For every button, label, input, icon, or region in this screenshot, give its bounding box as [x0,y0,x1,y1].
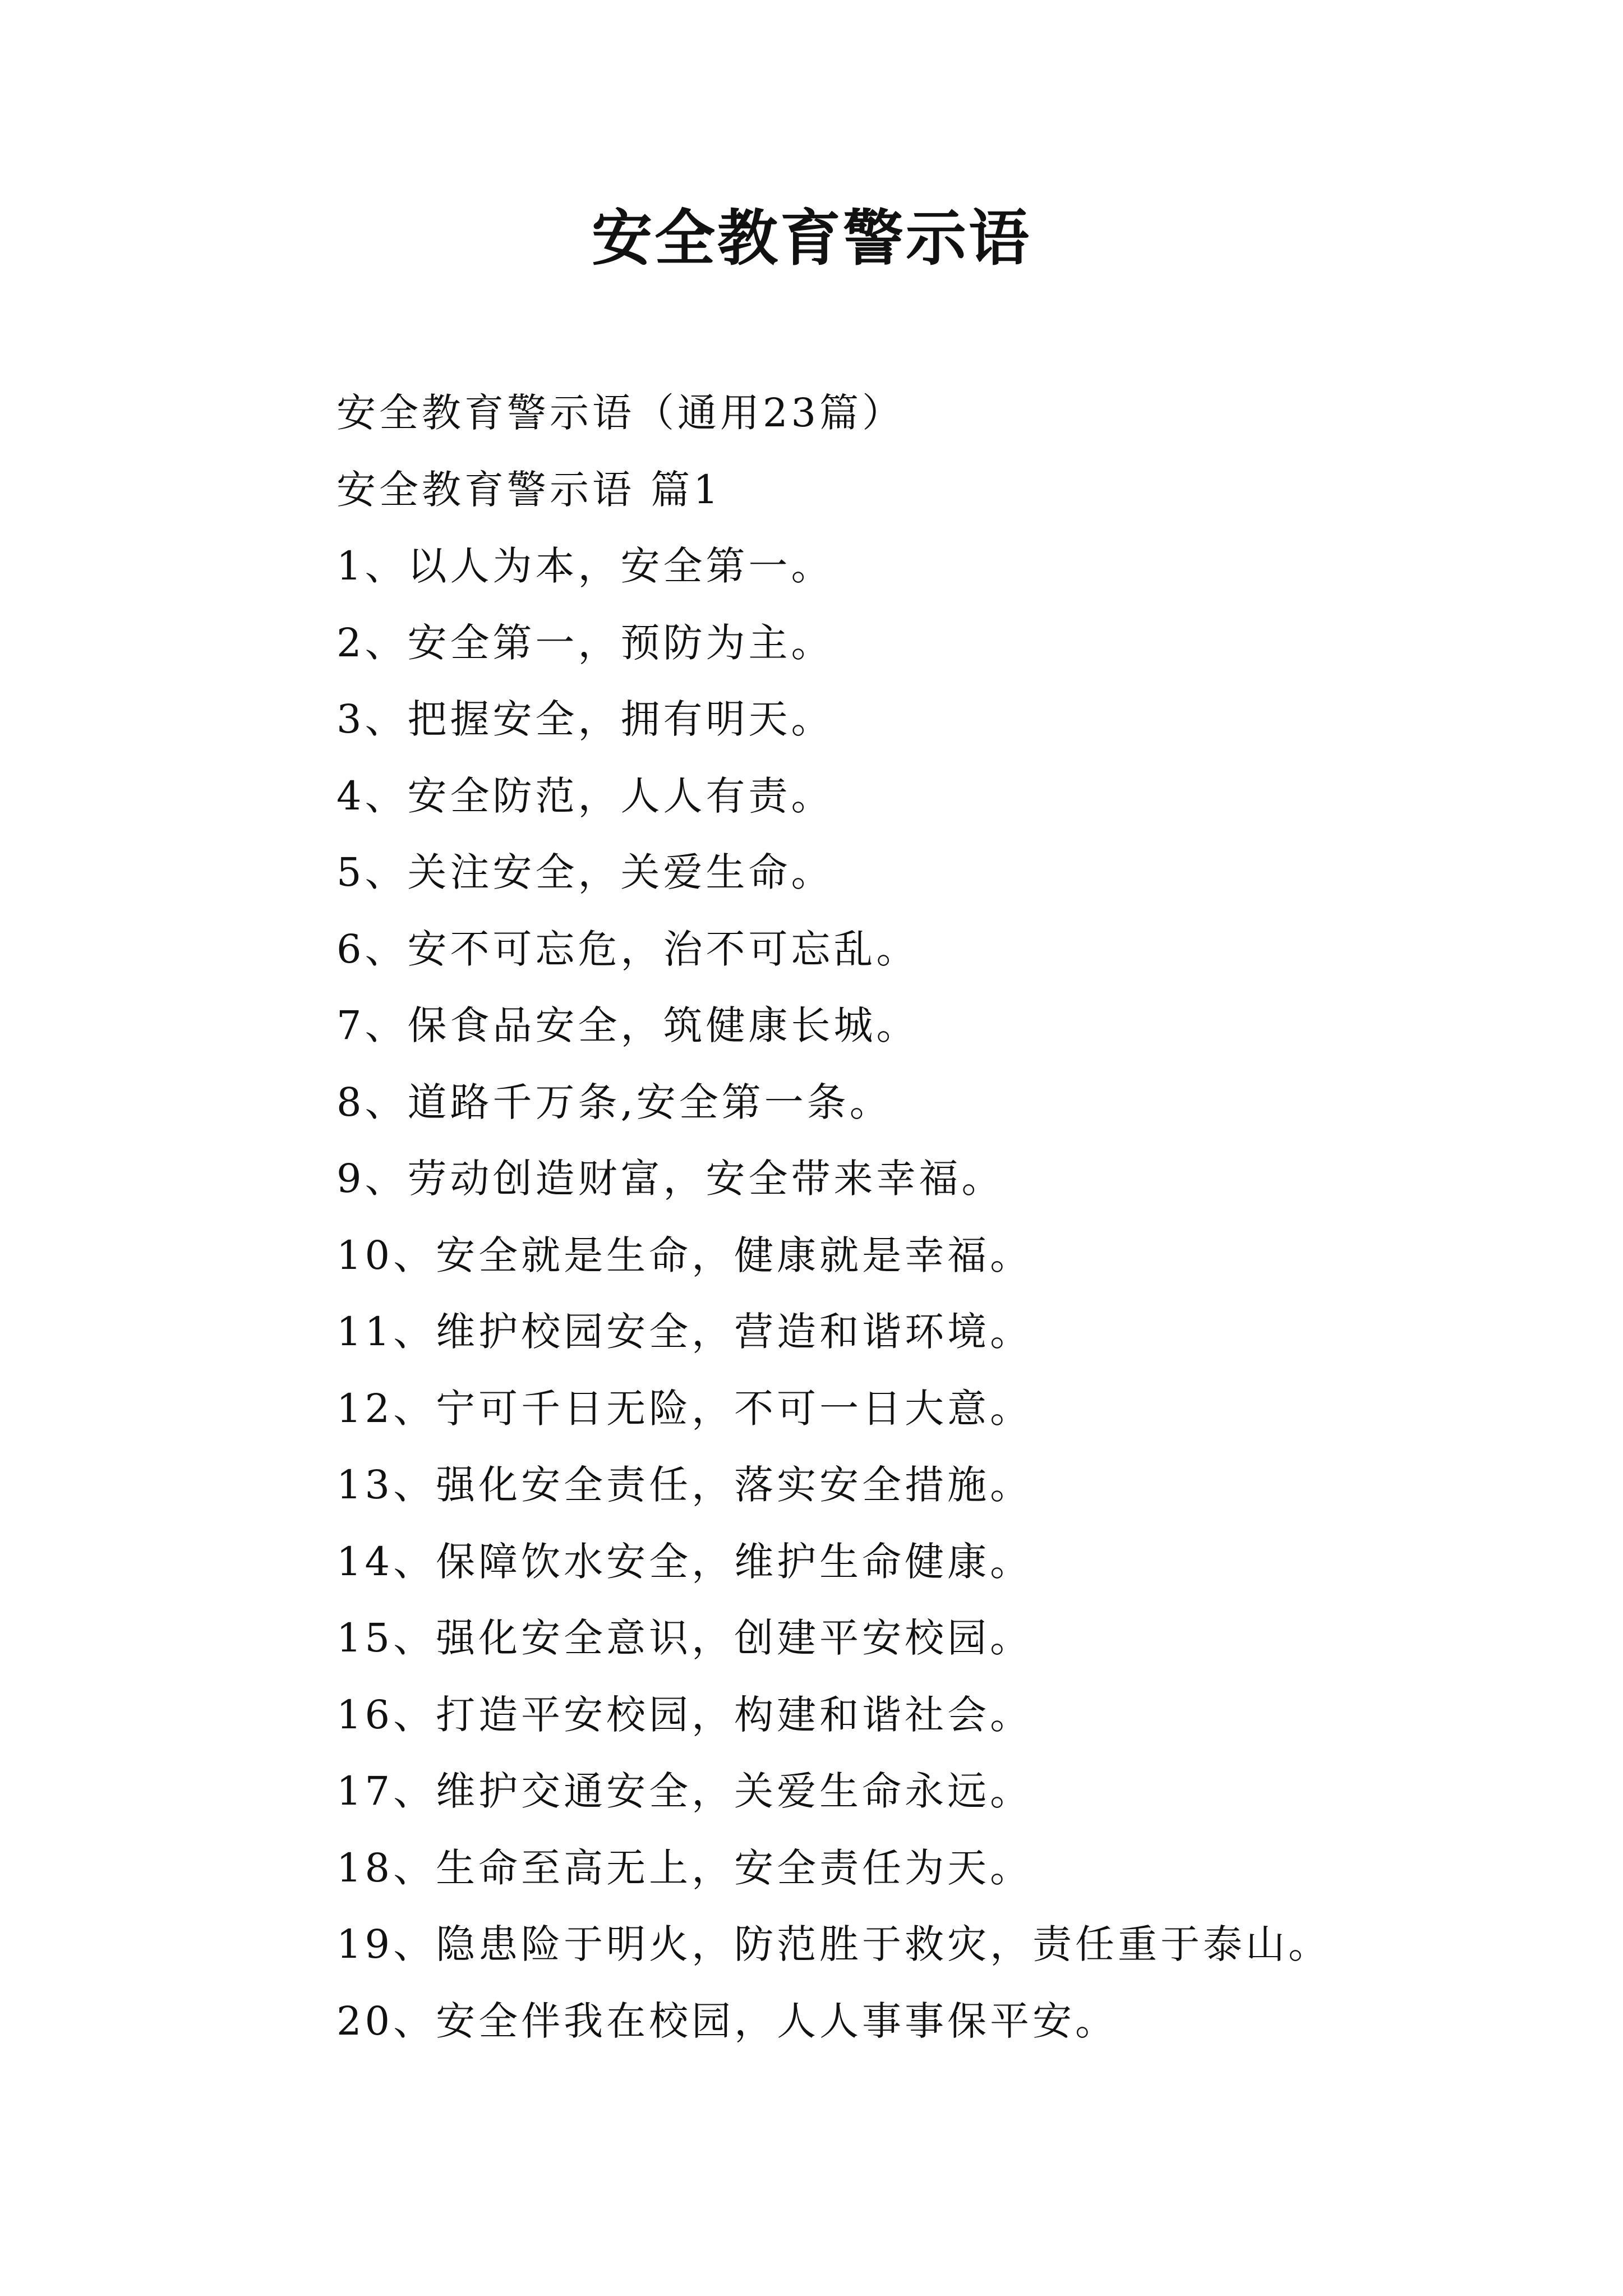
list-item: 14、保障饮水安全，维护生命健康。 [336,1538,1033,1585]
list-item: 7、保食品安全，筑健康长城。 [336,1002,919,1048]
list-item: 6、安不可忘危，治不可忘乱。 [336,926,919,972]
list-item: 8、道路千万条,安全第一条。 [336,1079,892,1125]
list-item: 16、打造平安校园，构建和谐社会。 [336,1691,1033,1738]
list-item: 18、生命至高无上，安全责任为天。 [336,1844,1033,1891]
list-item: 12、宁可千日无险，不可一日大意。 [336,1385,1033,1432]
list-item: 5、关注安全，关爱生命。 [336,849,834,895]
list-item: 13、强化安全责任，落实安全措施。 [336,1462,1033,1508]
list-item: 4、安全防范，人人有责。 [336,772,834,819]
section-heading: 安全教育警示语 篇1 [336,466,722,513]
list-item: 17、维护交通安全，关爱生命永远。 [336,1768,1033,1814]
list-item: 19、隐患险于明火，防范胜于救灾，责任重于泰山。 [336,1921,1331,1967]
list-item: 15、强化安全意识，创建平安校园。 [336,1615,1033,1661]
list-item: 10、安全就是生命，健康就是幸福。 [336,1232,1033,1278]
list-item: 3、把握安全，拥有明天。 [336,696,834,742]
list-item: 1、以人为本，安全第一。 [336,543,834,589]
document-body [336,375,1514,2059]
list-item: 9、劳动创造财富，安全带来幸福。 [336,1156,1004,1202]
list-item: 2、安全第一，预防为主。 [336,619,834,666]
list-item: 20、安全伴我在校园，人人事事保平安。 [336,1998,1118,2044]
list-item: 11、维护校园安全，营造和谐环境。 [336,1309,1033,1355]
document-subtitle: 安全教育警示语（通用23篇） [336,390,905,436]
document-title: 安全教育警示语 [591,203,1031,274]
